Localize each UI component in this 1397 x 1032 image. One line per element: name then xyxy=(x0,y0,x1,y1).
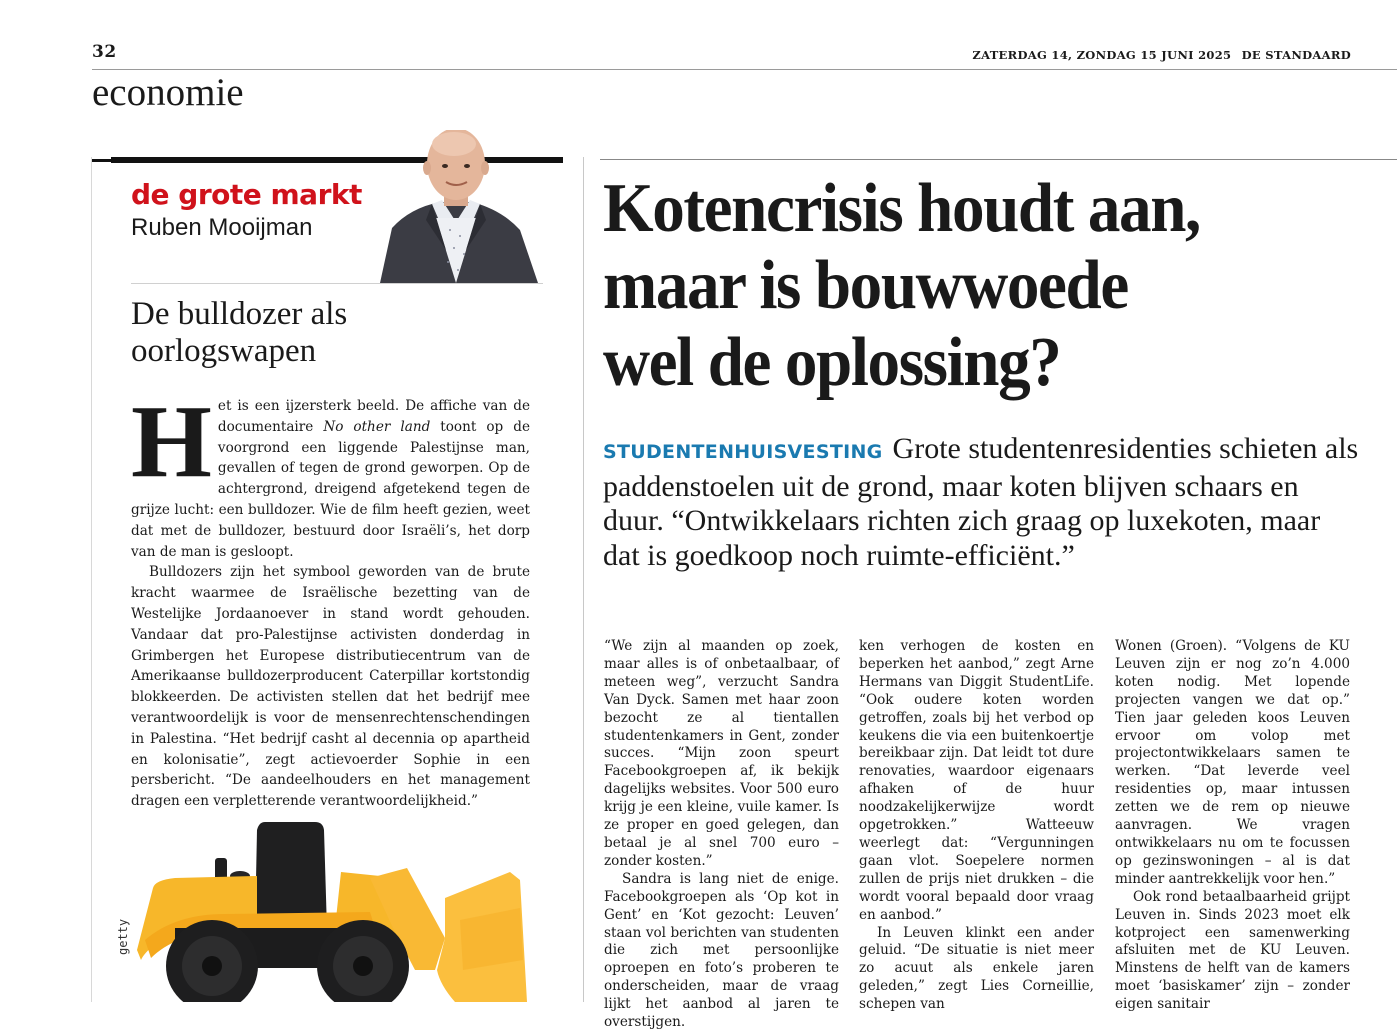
column-series-title: de grote markt xyxy=(131,178,362,211)
film-title: No other land xyxy=(323,418,431,435)
portrait-image-icon xyxy=(370,130,542,283)
column-text: et is een ijzersterk beeld. De affiche van de documentaire xyxy=(217,398,530,435)
column-title xyxy=(131,296,347,370)
edition-date: ZATERDAG 14, ZONDAG 15 JUNI 2025 xyxy=(972,48,1232,62)
author-portrait xyxy=(370,130,542,283)
bulldozer-photo xyxy=(115,810,580,1002)
article-paragraph: Ook rond betaalbaarheid grijpt Leuven in. Sinds 2023 moet elk kotproject een samenwerking afsluiten met de KU Leuven. Minstens de helft van de kamers moet ‘basiskamer’ zijn – zonder eigen sanitair xyxy=(1115,888,1350,1013)
column-body xyxy=(131,384,530,812)
header-divider xyxy=(92,69,1397,70)
column-rule-stub xyxy=(92,159,112,162)
publication-name: DE STANDAARD xyxy=(1241,48,1351,62)
column-divider xyxy=(583,157,584,1002)
lead-text: Grote studentenresidenties schieten als paddenstoelen uit de grond, maar koten blijven schaars en duur. “Ontwikkelaars richten zich graag op luxekoten, maar dat is goedkoop noch ruimte-efficiënt.” xyxy=(603,432,1359,572)
page-number: 32 xyxy=(92,42,117,62)
photo-credit: getty xyxy=(116,918,130,955)
headline-line3: wel de oplossing? xyxy=(603,324,1061,401)
column-paragraph xyxy=(131,384,530,562)
headline-line2: maar is bouwwoede xyxy=(603,247,1128,324)
column-header-bottom-rule xyxy=(131,283,543,284)
toy-bulldozer-icon xyxy=(115,810,580,1002)
article-paragraph: “We zijn al maanden op zoek, maar alles is of onbetaalbaar, of meteen weg”, verzucht Sandra Van Dyck. Samen met haar zoon bezocht ze al tientallen studentenkamers in Gent, zonder succes. “Mijn zoon speurt Facebookgroepen af, ik bekijk dagelijks websites. Voor 500 euro krijg je een kleine, vuile kamer. Is ze proper en goed gelegen, dan betaal je al snel 700 euro – zonder kosten.” xyxy=(604,638,839,869)
column-title-line2: oorlogswapen xyxy=(131,333,317,369)
column-title-line1: De bulldozer als xyxy=(131,296,348,332)
headline-line1: Kotencrisis houdt aan, xyxy=(603,170,1200,247)
article-column-2 xyxy=(859,638,1094,1014)
dateline xyxy=(972,48,1351,62)
column-author: Ruben Mooijman xyxy=(131,214,313,241)
column-paragraph: Bulldozers zijn het symbool geworden van de brute kracht waarmee de Israëlische bezetting van de Westelijke Jordaanoever in stand wordt gehouden. Vandaar dat pro-Palestijnse activisten donderdag in Grimbergen het Europese distributiecentrum van de Amerikaanse bulldozerproducent Caterpillar kortstondig blokkeerden. De activisten stellen dat het bedrijf mee verantwoordelijk is voor de mensenrechtenschendingen in Palestina. “Het bedrijf casht al decennia op apartheid en kolonisatie”, zegt actievoerder Sophie in een persbericht. “De aandeelhouders en het management dragen een verpletterende verantwoordelijkheid.” xyxy=(131,564,530,810)
article-kicker: STUDENTENHUISVESTING xyxy=(603,441,883,463)
column-text: toont op de voorgrond een liggende Palestijnse man, gevallen of tegen de grond geworpen. Op de achtergrond, dreigend afgetekend tegen de grijze lucht: een bulldozer. Wie de film heeft gezien, weet dat met de bulldozer, bestuurd door Israëli’s, het dorp van de man is gesloopt. xyxy=(131,418,530,560)
article-lead xyxy=(603,432,1363,573)
article-paragraph: Wonen (Groen). “Volgens de KU Leuven zijn er nog zo’n 4.000 koten nodig. Met lopende projecten vangen we dat op.” Tien jaar geleden koos Leuven ervoor om volop met projectontwikkelaars samen te werken. “Dat leverde veel residenties op, maar intussen zetten we de rem op nieuwe aanvragen. We vragen ontwikkelaars nu om te focussen op gezinswoningen – al is dat minder aantrekkelijk voor hen.” xyxy=(1115,638,1350,887)
article-headline xyxy=(603,170,1338,401)
section-title: economie xyxy=(92,71,244,114)
article-column-1 xyxy=(604,638,839,1032)
column-left-border xyxy=(91,157,92,1002)
article-paragraph: ken verhogen de kosten en beperken het aanbod,” zegt Arne Hermans van Diggit StudentLife. “Ook oudere koten worden getroffen, zoals bij het verbod op keukens die via een buitenkoertje bereikbaar zijn. Dat leidt tot dure renovaties, waardoor eigenaars afhaken of de huur noodzakelijkerwijze wordt opgetrokken.” Watteeuw weerlegt dat: “Vergunningen gaan vlot. Soepelere normen zullen de prijs niet drukken – die wordt vooral bepaald door vraag en aanbod.” xyxy=(859,638,1094,923)
article-column-3 xyxy=(1115,638,1350,1014)
article-top-rule xyxy=(600,159,1397,160)
drop-cap: H xyxy=(131,384,212,499)
article-paragraph: In Leuven klinkt een ander geluid. “De situatie is niet meer zo acuut als enkele jaren geleden,” zegt Lies Corneillie, schepen van xyxy=(859,924,1094,1013)
article-paragraph: Sandra is lang niet de enige. Facebookgroepen als ‘Op kot in Gent’ en ‘Kot gezocht: Leuven’ staan vol berichten van studenten die zich met persoonlijke oproepen en foto’s proberen te onderscheiden, maar de vraag lijkt het aanbod al jaren te overstijgen. xyxy=(604,870,839,1031)
